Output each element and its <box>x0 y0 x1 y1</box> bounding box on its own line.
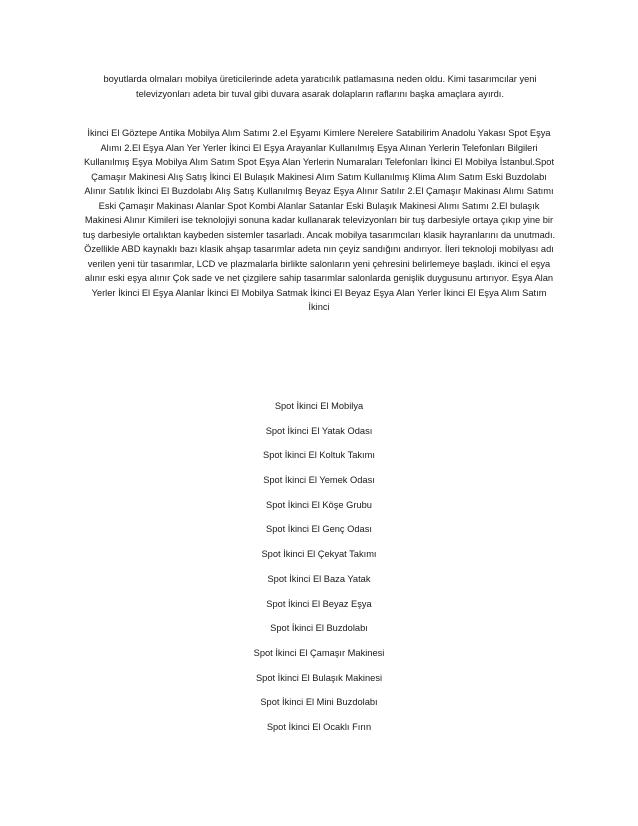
paragraph-main: İkinci El Göztepe Antika Mobilya Alım Satımı 2.el Eşyamı Kimlere Nerelere Satabilirim Anadolu Yakası Spot Eşya Alımı 2.El Eşya Alan Yer Yerler İkinci El Eşya Arayanlar Kullanılmış Eşya Alınan Yerlerin Telefonları Bilgileri Kullanılmış Eşya Mobilya Alım Satım Spot Eşya Alan Yerlerin Numaraları Telefonları İkinci El Mobilya İstanbul.Spot Çamaşır Makinesi Alış Satış İkinci El Bulaşık Makinesi Alım Satım Kullanılmış Klima Alım Satım Eski Buzdolabı Alınır Satılık İkinci El Buzdolabı Alış Satış Kullanılmış Beyaz Eşya Alınır Satılır 2.El Çamaşır Makinası Alımı Satımı Eski Çamaşır Makinası Alanlar Spot Kombi Alanlar Satanlar Eski Bulaşık Makinesi Alımı Satımı 2.El bulaşık Makinesi Alınır Kimileri ise teknolojiyi sonuna kadar kullanarak televizyonları bir tuş darbesiyle ortaya çıkıp yine bir tuş darbesiyle ortalıktan kaybeden sistemler tasarladı. Ancak mobilya tasarımcıları klasik hayranlarını da unutmadı. Özellikle ABD kaynaklı bazı klasik ahşap tasarımlar adeta nın çeyiz sandığını andırıyor. İleri teknoloji mobilyası adı verilen yeni tür tasarımlar, LCD ve plazmalarla birlikte salonların yeni çehresini belirlemeye başladı. ikinci el eşya alınır eski eşya alınır Çok sade ve net çizgilere sahip tasarımlar salonlarda genişlik duygusunu artırıyor. Eşya Alan Yerler İkinci El Eşya Alanlar İkinci El Mobilya Satmak İkinci El Beyaz Eşya Alan Yerler İkinci El Eşya Alım Satım İkinci <box>82 128 556 312</box>
list-item: Spot İkinci El Çekyat Takımı <box>261 549 377 560</box>
list-item: Spot İkinci El Çamaşır Makinesi <box>253 647 385 658</box>
list-item: Spot İkinci El Genç Odası <box>266 524 372 535</box>
list-item: Spot İkinci El Baza Yatak <box>267 573 371 584</box>
list-item: Spot İkinci El Bulaşık Makinesi <box>255 672 383 683</box>
list-item: Spot İkinci El Mobilya <box>274 401 364 411</box>
list-item: Spot İkinci El Mini Buzdolabı <box>260 697 378 708</box>
list-item: Spot İkinci El Ocaklı Fırın <box>266 721 372 732</box>
list-item: Spot İkinci El Yemek Odası <box>263 475 375 486</box>
list-item: Spot İkinci El Koltuk Takımı <box>263 450 375 461</box>
list-item: Spot İkinci El Yatak Odası <box>265 425 373 436</box>
category-list <box>0 398 638 744</box>
list-item: Spot İkinci El Buzdolabı <box>270 623 368 634</box>
list-item: Spot İkinci El Beyaz Eşya <box>266 598 372 609</box>
list-item: Spot İkinci El Köşe Grubu <box>266 499 372 510</box>
paragraph-intro: boyutlarda olmaları mobilya üreticilerinde adeta yaratıcılık patlamasına neden oldu. Kimi tasarımcılar yeni televizyonları adeta bir tuval gibi duvara asarak dolapların raflarını başka amaçlara ayırdı. <box>103 74 537 99</box>
